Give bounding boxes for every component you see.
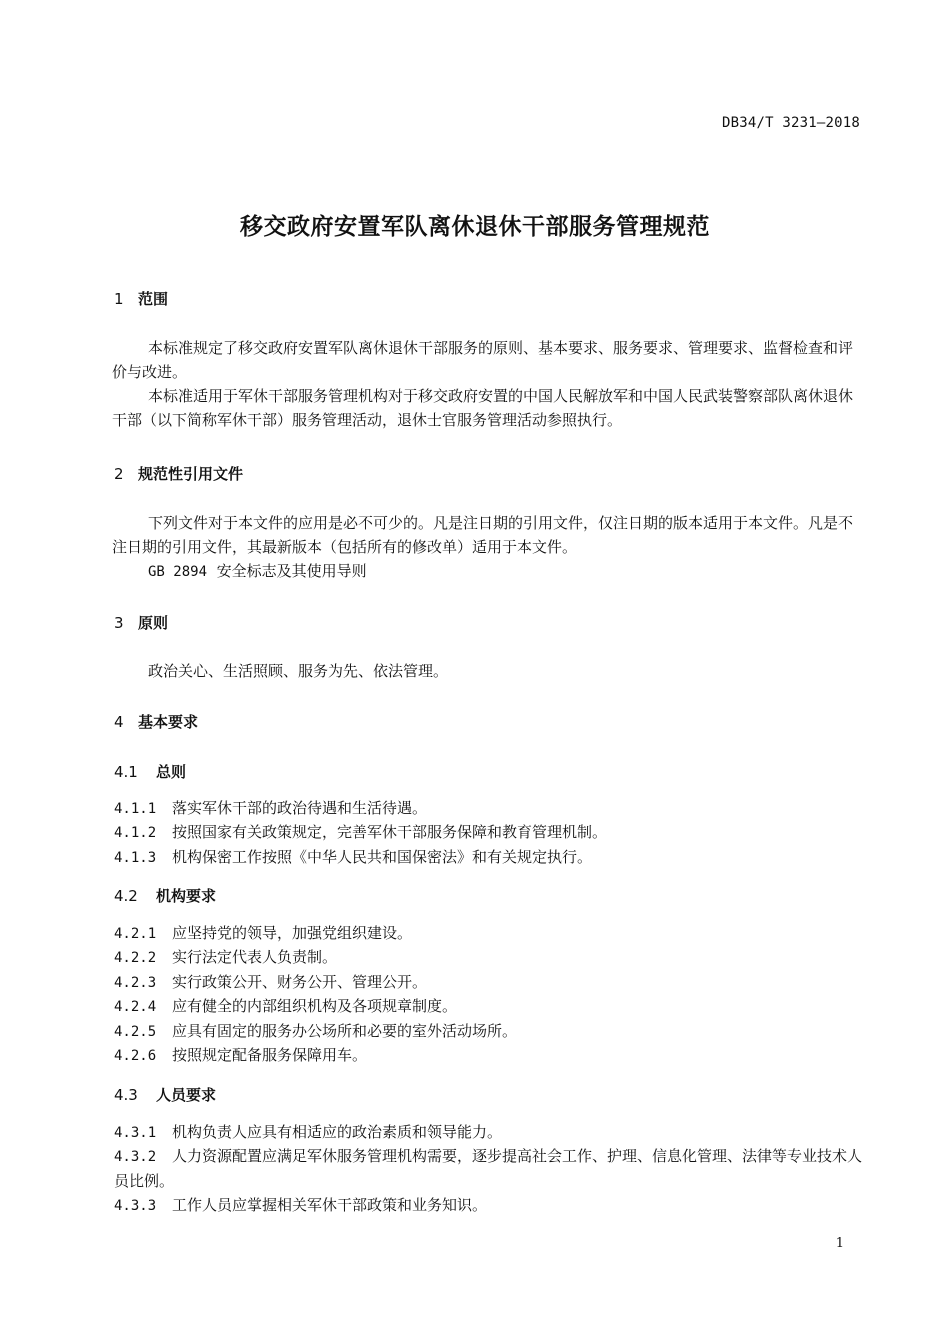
clause-number: 4.3.3 [114, 1198, 157, 1214]
clause-text: 机构保密工作按照《中华人民共和国保密法》和有关规定执行。 [172, 848, 593, 866]
clause-number: 4.2.5 [114, 1024, 157, 1040]
clause-text: 人力资源配置应满足军休服务管理机构需要，逐步提高社会工作、护理、信息化管理、法律等专业技术人员比例。 [114, 1147, 863, 1190]
subsection-number: 4.1 [114, 763, 138, 781]
clause-number: 4.2.6 [114, 1048, 157, 1064]
clause-number: 4.2.2 [114, 950, 157, 966]
section-2-heading [114, 463, 243, 484]
normative-reference [148, 559, 848, 584]
clause-item [114, 945, 337, 970]
clause-item [114, 820, 607, 845]
subsection-number: 4.2 [114, 887, 138, 905]
section-1-heading [114, 288, 168, 309]
clause-text: 应坚持党的领导，加强党组织建设。 [172, 924, 413, 942]
clause-item [114, 845, 592, 870]
section-1-paragraph-2: 本标准适用于军休干部服务管理机构对于移交政府安置的中国人民解放军和中国人民武装警察部队离休退休干部（以下简称军休干部）服务管理活动，退休士官服务管理活动参照执行。 [112, 387, 854, 429]
clause-text: 按照国家有关政策规定，完善军休干部服务保障和教育管理机制。 [172, 823, 608, 841]
clause-number: 4.2.3 [114, 975, 157, 991]
page-number: 1 [835, 1236, 844, 1251]
clause-text: 应有健全的内部组织机构及各项规章制度。 [172, 997, 458, 1015]
clause-number: 4.1.1 [114, 801, 157, 817]
clause-number: 4.2.4 [114, 999, 157, 1015]
clause-number: 4.1.3 [114, 850, 157, 866]
section-2-paragraph-1: 下列文件对于本文件的应用是必不可少的。凡是注日期的引用文件，仅注日期的版本适用于本文件。凡是不注日期的引用文件，其最新版本（包括所有的修改单）适用于本文件。 [112, 514, 854, 556]
subsection-4-1-heading [114, 761, 186, 782]
section-title: 规范性引用文件 [138, 465, 244, 483]
section-3-heading [114, 612, 168, 633]
clause-text: 工作人员应掌握相关军休干部政策和业务知识。 [172, 1196, 488, 1214]
clause-text: 实行法定代表人负责制。 [172, 948, 338, 966]
section-number: 4 [114, 713, 124, 731]
clause-item [114, 1019, 517, 1044]
section-title: 基本要求 [138, 713, 199, 731]
clause-item [114, 921, 412, 946]
clause-number: 4.2.1 [114, 926, 157, 942]
section-3-paragraph-1: 政治关心、生活照顾、服务为先、依法管理。 [148, 662, 449, 680]
clause-text: 机构负责人应具有相适应的政治素质和领导能力。 [172, 1123, 503, 1141]
clause-text: 实行政策公开、财务公开、管理公开。 [172, 973, 428, 991]
clause-item [114, 1193, 487, 1218]
clause-item [114, 1043, 367, 1068]
clause-item [114, 796, 427, 821]
subsection-4-3-heading [114, 1084, 216, 1105]
clause-item [114, 1144, 862, 1193]
reference-title: 安全标志及其使用导则 [216, 562, 367, 580]
subsection-title: 机构要求 [156, 887, 217, 905]
section-number: 1 [114, 290, 124, 308]
subsection-4-2-heading [114, 885, 216, 906]
clause-item [114, 1120, 502, 1145]
section-title: 原则 [138, 614, 169, 632]
document-title: 移交政府安置军队离休退休干部服务管理规范 [240, 214, 710, 240]
subsection-title: 总则 [156, 763, 187, 781]
clause-text: 落实军休干部的政治待遇和生活待遇。 [172, 799, 428, 817]
section-number: 2 [114, 465, 124, 483]
subsection-title: 人员要求 [156, 1086, 217, 1104]
section-4-heading [114, 711, 198, 732]
clause-text: 按照规定配备服务保障用车。 [172, 1046, 368, 1064]
standard-code: DB34/T 3231—2018 [721, 115, 860, 131]
clause-item [114, 970, 427, 995]
subsection-number: 4.3 [114, 1086, 138, 1104]
section-1-paragraph-1: 本标准规定了移交政府安置军队离休退休干部服务的原则、基本要求、服务要求、管理要求、监督检查和评价与改进。 [112, 339, 854, 381]
clause-number: 4.3.2 [114, 1149, 157, 1165]
reference-code: GB 2894 [148, 564, 208, 580]
section-title: 范围 [138, 290, 169, 308]
clause-number: 4.3.1 [114, 1125, 157, 1141]
clause-item [114, 994, 457, 1019]
clause-text: 应具有固定的服务办公场所和必要的室外活动场所。 [172, 1022, 518, 1040]
section-number: 3 [114, 614, 124, 632]
clause-number: 4.1.2 [114, 825, 157, 841]
